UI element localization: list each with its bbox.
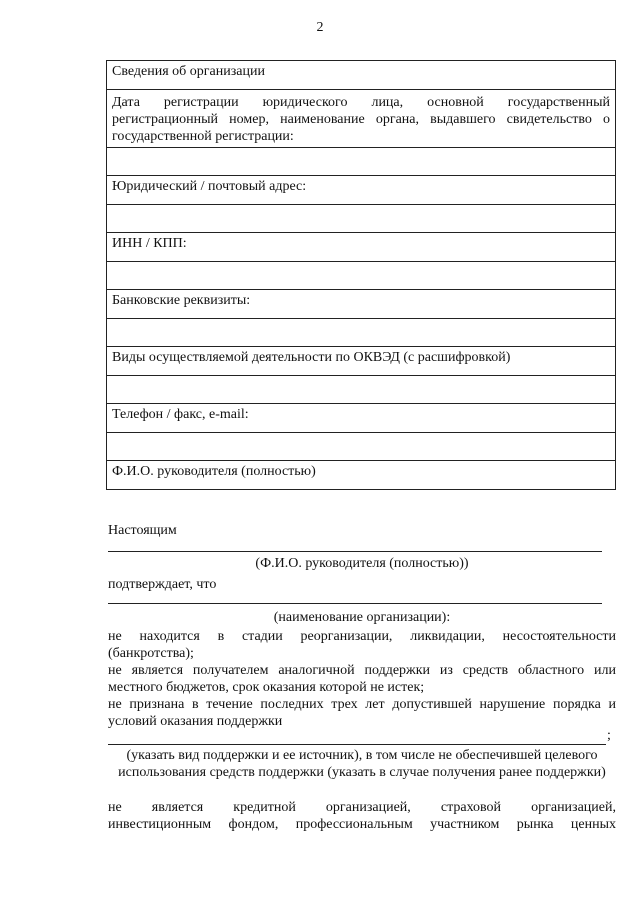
intro-text: Настоящим [108, 523, 177, 538]
table-row [107, 61, 616, 90]
condition-no-bankruptcy: не находится в стадии реорганизации, ликвидации, несостоятельности (банкротства); [108, 629, 616, 661]
head-name-caption: (Ф.И.О. руководителя (полностью)) [255, 556, 469, 571]
contacts-value-field[interactable] [107, 433, 616, 461]
address-label: Юридический / почтовый адрес: [107, 176, 616, 205]
table-row [107, 290, 616, 319]
head-name-line[interactable] [108, 551, 602, 552]
table-row [107, 148, 616, 176]
condition-no-similar-support: не является получателем аналогичной поддержки из средств областного или местного бюджетов, срок оказания которой не истек; [108, 663, 616, 695]
registration-label: Дата регистрации юридического лица, основной государственный регистрационный номер, наименование органа, выдавшего свидетельство о государственной регистрации: [107, 90, 616, 148]
table-row [107, 233, 616, 262]
table-row [107, 461, 616, 490]
inn-kpp-value-field[interactable] [107, 262, 616, 290]
condition-not-financial-line2: инвестиционным фондом, профессиональным участником рынка ценных [108, 817, 616, 832]
contacts-label: Телефон / факс, e-mail: [107, 404, 616, 433]
table-row [107, 347, 616, 376]
org-name-line[interactable] [108, 603, 602, 604]
table-row [107, 262, 616, 290]
table-row [107, 319, 616, 347]
confirms-text: подтверждает, что [108, 577, 217, 592]
table-row [107, 376, 616, 404]
condition-no-violation: не признана в течение последних трех лет допустившей нарушение порядка и условий оказания поддержки [108, 697, 616, 729]
org-name-caption: (наименование организации): [273, 610, 451, 625]
address-value-field[interactable] [107, 205, 616, 233]
table-row [107, 176, 616, 205]
head-name-label: Ф.И.О. руководителя (полностью) [107, 461, 616, 490]
okved-label: Виды осуществляемой деятельности по ОКВЭД (с расшифровкой) [107, 347, 616, 376]
registration-value-field[interactable] [107, 148, 616, 176]
inn-kpp-label: ИНН / КПП: [107, 233, 616, 262]
semicolon-mark: ; [607, 728, 611, 743]
organization-info-table [106, 60, 616, 490]
condition-not-financial-line1: не является кредитной организацией, страховой организацией, [108, 800, 616, 815]
table-row [107, 433, 616, 461]
bank-details-value-field[interactable] [107, 319, 616, 347]
support-type-caption: (указать вид поддержки и ее источник), в том числе не обеспечившей целевого использования средств поддержки (указать в случае получения ранее поддержки) [118, 748, 606, 780]
page-number: 2 [316, 20, 324, 35]
bank-details-label: Банковские реквизиты: [107, 290, 616, 319]
table-row [107, 90, 616, 148]
support-type-line[interactable] [108, 744, 606, 745]
table-row [107, 205, 616, 233]
section-header: Сведения об организации [107, 61, 616, 90]
okved-value-field[interactable] [107, 376, 616, 404]
table-row [107, 404, 616, 433]
